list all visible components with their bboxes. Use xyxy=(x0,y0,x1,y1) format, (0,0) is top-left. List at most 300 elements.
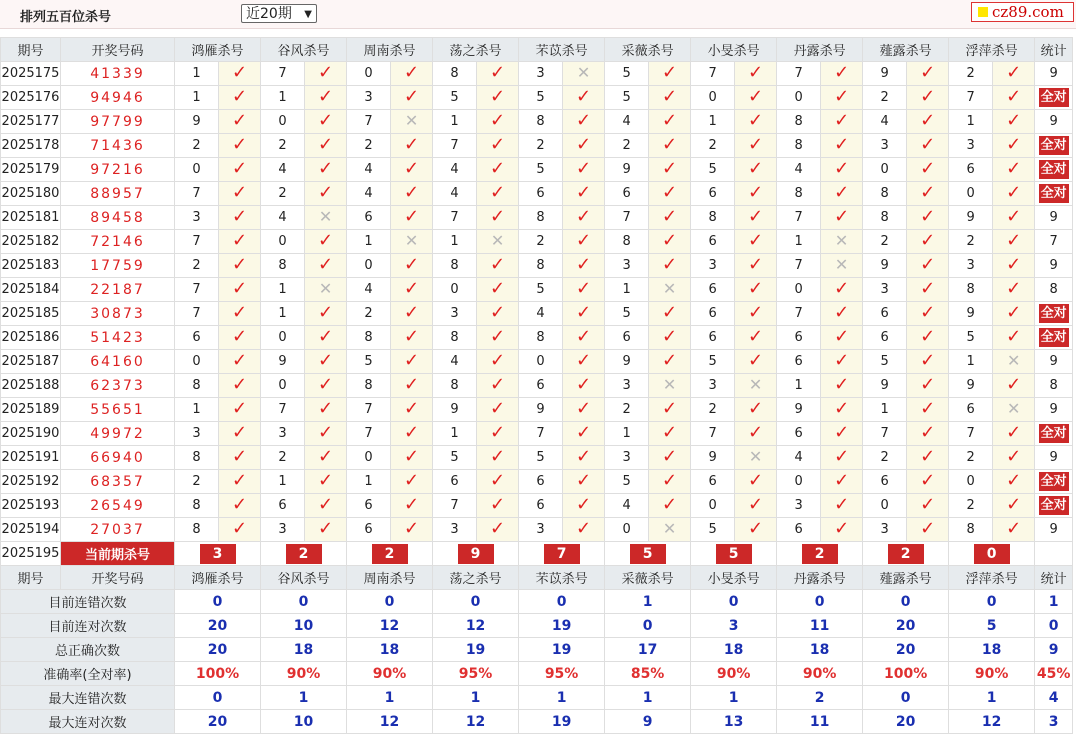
kill-value: 6 xyxy=(949,158,993,182)
check-icon: ✓ xyxy=(490,181,506,203)
correct-check-icon-cell xyxy=(993,374,1035,398)
stats-value: 90% xyxy=(949,662,1035,686)
row-stat xyxy=(1035,86,1073,110)
draw-number: 27037 xyxy=(61,518,175,542)
kill-value: 6 xyxy=(605,326,649,350)
kill-value: 6 xyxy=(691,302,735,326)
kill-value: 7 xyxy=(175,182,219,206)
correct-check-icon-cell xyxy=(563,278,605,302)
check-icon: ✓ xyxy=(576,469,592,491)
correct-count: 9 xyxy=(1049,354,1058,369)
check-icon: ✓ xyxy=(576,421,592,443)
stats-value: 20 xyxy=(863,710,949,734)
kill-value: 6 xyxy=(347,206,391,230)
period-number: 2025191 xyxy=(1,446,61,470)
kill-value: 7 xyxy=(949,422,993,446)
check-icon: ✓ xyxy=(748,61,764,83)
correct-check-icon-cell xyxy=(219,278,261,302)
correct-check-icon-cell xyxy=(821,350,863,374)
kill-value: 9 xyxy=(949,206,993,230)
kill-value: 6 xyxy=(519,374,563,398)
table-row xyxy=(1,134,1073,158)
current-kill-badge: 2 xyxy=(286,544,322,564)
check-icon: ✓ xyxy=(231,253,248,275)
stats-value: 90% xyxy=(777,662,863,686)
correct-check-icon-cell xyxy=(391,254,433,278)
stats-value: 19 xyxy=(519,638,605,662)
correct-check-icon-cell xyxy=(735,230,777,254)
correct-check-icon-cell xyxy=(305,518,347,542)
correct-check-icon-cell xyxy=(993,206,1035,230)
correct-check-icon-cell xyxy=(907,158,949,182)
cross-icon: ✕ xyxy=(404,110,419,130)
kill-value: 9 xyxy=(519,398,563,422)
row-stat xyxy=(1035,158,1073,182)
correct-check-icon-cell xyxy=(993,422,1035,446)
kill-value: 7 xyxy=(777,302,821,326)
kill-value: 1 xyxy=(949,110,993,134)
check-icon: ✓ xyxy=(490,469,506,491)
correct-check-icon-cell xyxy=(907,422,949,446)
correct-check-icon-cell xyxy=(477,398,519,422)
kill-value: 7 xyxy=(519,422,563,446)
correct-check-icon-cell xyxy=(907,110,949,134)
correct-check-icon-cell xyxy=(391,302,433,326)
chevron-down-icon: ▼ xyxy=(304,9,312,20)
check-icon: ✓ xyxy=(1006,133,1022,155)
page-title: 排列五百位杀号 xyxy=(20,10,112,25)
correct-count: 9 xyxy=(1049,402,1058,417)
period-range-select[interactable] xyxy=(241,4,317,23)
kill-value: 6 xyxy=(691,182,735,206)
all-correct-badge: 全对 xyxy=(1040,306,1067,321)
current-kill-cell xyxy=(949,542,1035,566)
kill-value: 4 xyxy=(777,158,821,182)
current-stat-empty xyxy=(1035,542,1073,566)
kill-value: 6 xyxy=(691,230,735,254)
correct-check-icon-cell xyxy=(477,374,519,398)
kill-value: 3 xyxy=(605,446,649,470)
check-icon: ✓ xyxy=(317,85,334,107)
wrong-cross-icon-cell xyxy=(391,230,433,254)
correct-check-icon-cell xyxy=(219,254,261,278)
stats-value: 0 xyxy=(175,590,261,614)
correct-check-icon-cell xyxy=(219,326,261,350)
kill-value: 2 xyxy=(347,302,391,326)
kill-value: 5 xyxy=(605,302,649,326)
correct-check-icon-cell xyxy=(563,518,605,542)
correct-check-icon-cell xyxy=(821,86,863,110)
correct-count: 8 xyxy=(1049,282,1058,297)
correct-check-icon-cell xyxy=(563,470,605,494)
check-icon: ✓ xyxy=(576,325,592,347)
check-icon: ✓ xyxy=(317,373,334,395)
correct-check-icon-cell xyxy=(305,422,347,446)
check-icon: ✓ xyxy=(231,349,248,371)
check-icon: ✓ xyxy=(834,205,850,227)
check-icon: ✓ xyxy=(403,301,420,323)
correct-check-icon-cell xyxy=(907,302,949,326)
kill-value: 3 xyxy=(347,86,391,110)
kill-value: 9 xyxy=(863,254,907,278)
stats-value: 1 xyxy=(347,686,433,710)
correct-check-icon-cell xyxy=(821,422,863,446)
check-icon: ✓ xyxy=(403,421,420,443)
draw-number: 88957 xyxy=(61,182,175,206)
current-kill-cell xyxy=(863,542,949,566)
kill-value: 8 xyxy=(433,374,477,398)
correct-count: 8 xyxy=(1049,378,1058,393)
correct-check-icon-cell xyxy=(563,398,605,422)
correct-check-icon-cell xyxy=(907,278,949,302)
correct-check-icon-cell xyxy=(649,302,691,326)
cross-icon: ✕ xyxy=(490,230,505,250)
correct-check-icon-cell xyxy=(219,350,261,374)
kill-value: 5 xyxy=(519,158,563,182)
check-icon: ✓ xyxy=(748,301,764,323)
header-killer: 薤露杀号 xyxy=(863,566,949,590)
stats-label: 最大连对次数 xyxy=(1,710,175,734)
kill-value: 6 xyxy=(777,350,821,374)
correct-check-icon-cell xyxy=(219,230,261,254)
correct-check-icon-cell xyxy=(821,494,863,518)
check-icon: ✓ xyxy=(576,85,592,107)
check-icon: ✓ xyxy=(490,517,506,539)
check-icon: ✓ xyxy=(834,61,850,83)
kill-value: 5 xyxy=(347,350,391,374)
kill-value: 1 xyxy=(605,278,649,302)
kill-number-table xyxy=(0,37,1073,734)
row-stat xyxy=(1035,350,1073,374)
stats-value: 12 xyxy=(433,710,519,734)
kill-value: 3 xyxy=(691,374,735,398)
correct-check-icon-cell xyxy=(735,134,777,158)
correct-check-icon-cell xyxy=(563,446,605,470)
header-number: 开奖号码 xyxy=(61,566,175,590)
stats-label: 最大连错次数 xyxy=(1,686,175,710)
check-icon: ✓ xyxy=(1006,109,1022,131)
stats-value: 0 xyxy=(261,590,347,614)
row-stat xyxy=(1035,446,1073,470)
row-stat xyxy=(1035,206,1073,230)
wrong-cross-icon-cell xyxy=(649,374,691,398)
kill-value: 7 xyxy=(175,230,219,254)
period-range-value: 近20期 xyxy=(246,6,292,22)
check-icon: ✓ xyxy=(576,493,592,515)
period-number: 2025183 xyxy=(1,254,61,278)
kill-value: 0 xyxy=(949,182,993,206)
check-icon: ✓ xyxy=(576,517,592,539)
site-logo[interactable] xyxy=(971,2,1074,22)
kill-value: 8 xyxy=(777,110,821,134)
check-icon: ✓ xyxy=(576,133,592,155)
check-icon: ✓ xyxy=(403,445,420,467)
correct-check-icon-cell xyxy=(649,230,691,254)
current-kill-badge: 9 xyxy=(458,544,494,564)
kill-value: 9 xyxy=(691,446,735,470)
check-icon: ✓ xyxy=(231,109,248,131)
row-stat xyxy=(1035,302,1073,326)
check-icon: ✓ xyxy=(403,469,420,491)
correct-check-icon-cell xyxy=(907,230,949,254)
stats-value: 95% xyxy=(433,662,519,686)
check-icon: ✓ xyxy=(1006,301,1022,323)
correct-check-icon-cell xyxy=(563,206,605,230)
check-icon: ✓ xyxy=(490,205,506,227)
kill-value: 6 xyxy=(519,182,563,206)
check-icon: ✓ xyxy=(403,181,420,203)
check-icon: ✓ xyxy=(920,325,936,347)
correct-check-icon-cell xyxy=(993,494,1035,518)
kill-value: 5 xyxy=(433,86,477,110)
correct-check-icon-cell xyxy=(993,254,1035,278)
check-icon: ✓ xyxy=(920,493,936,515)
correct-check-icon-cell xyxy=(821,158,863,182)
table-row xyxy=(1,158,1073,182)
stats-value: 20 xyxy=(175,710,261,734)
check-icon: ✓ xyxy=(662,133,678,155)
kill-value: 6 xyxy=(863,470,907,494)
check-icon: ✓ xyxy=(490,253,506,275)
kill-value: 9 xyxy=(863,374,907,398)
correct-check-icon-cell xyxy=(477,518,519,542)
draw-number: 72146 xyxy=(61,230,175,254)
check-icon: ✓ xyxy=(1006,325,1022,347)
period-number: 2025175 xyxy=(1,62,61,86)
correct-check-icon-cell xyxy=(219,518,261,542)
correct-check-icon-cell xyxy=(391,158,433,182)
wrong-cross-icon-cell xyxy=(821,230,863,254)
correct-check-icon-cell xyxy=(993,302,1035,326)
correct-check-icon-cell xyxy=(907,206,949,230)
correct-check-icon-cell xyxy=(735,182,777,206)
correct-check-icon-cell xyxy=(563,110,605,134)
correct-check-icon-cell xyxy=(219,158,261,182)
check-icon: ✓ xyxy=(576,205,592,227)
kill-value: 8 xyxy=(433,254,477,278)
check-icon: ✓ xyxy=(1006,517,1022,539)
correct-check-icon-cell xyxy=(305,62,347,86)
correct-check-icon-cell xyxy=(219,494,261,518)
stats-label: 总正确次数 xyxy=(1,638,175,662)
correct-check-icon-cell xyxy=(563,374,605,398)
stats-row xyxy=(1,686,1073,710)
current-kill-label: 当前期杀号 xyxy=(61,542,175,566)
row-stat xyxy=(1035,134,1073,158)
cross-icon: ✕ xyxy=(662,374,677,394)
check-icon: ✓ xyxy=(748,397,764,419)
check-icon: ✓ xyxy=(231,301,248,323)
kill-value: 9 xyxy=(175,110,219,134)
header-killer: 薤露杀号 xyxy=(863,38,949,62)
check-icon: ✓ xyxy=(920,229,936,251)
check-icon: ✓ xyxy=(576,349,592,371)
stats-value: 13 xyxy=(691,710,777,734)
kill-value: 7 xyxy=(433,494,477,518)
kill-value: 6 xyxy=(261,494,305,518)
kill-value: 7 xyxy=(433,134,477,158)
correct-check-icon-cell xyxy=(219,62,261,86)
stats-value: 95% xyxy=(519,662,605,686)
correct-check-icon-cell xyxy=(993,278,1035,302)
check-icon: ✓ xyxy=(317,469,334,491)
kill-value: 8 xyxy=(605,230,649,254)
kill-value: 8 xyxy=(949,518,993,542)
check-icon: ✓ xyxy=(920,61,936,83)
kill-value: 6 xyxy=(433,470,477,494)
stats-value: 18 xyxy=(691,638,777,662)
stats-value: 19 xyxy=(519,710,605,734)
correct-count: 9 xyxy=(1049,450,1058,465)
correct-check-icon-cell xyxy=(907,374,949,398)
kill-value: 4 xyxy=(605,110,649,134)
stats-value: 1 xyxy=(433,686,519,710)
kill-value: 0 xyxy=(347,446,391,470)
wrong-cross-icon-cell xyxy=(649,518,691,542)
kill-value: 8 xyxy=(175,446,219,470)
correct-check-icon-cell xyxy=(477,62,519,86)
kill-value: 4 xyxy=(347,158,391,182)
correct-check-icon-cell xyxy=(993,326,1035,350)
current-period: 2025195 xyxy=(1,542,61,566)
correct-check-icon-cell xyxy=(735,158,777,182)
cross-icon: ✕ xyxy=(576,62,591,82)
correct-check-icon-cell xyxy=(219,134,261,158)
cross-icon: ✕ xyxy=(318,278,333,298)
stats-value: 5 xyxy=(949,614,1035,638)
row-stat xyxy=(1035,422,1073,446)
kill-value: 2 xyxy=(949,62,993,86)
correct-check-icon-cell xyxy=(477,494,519,518)
check-icon: ✓ xyxy=(231,397,248,419)
stats-value: 1 xyxy=(605,686,691,710)
period-number: 2025189 xyxy=(1,398,61,422)
kill-value: 8 xyxy=(519,110,563,134)
stats-value: 0 xyxy=(863,590,949,614)
kill-value: 1 xyxy=(175,62,219,86)
check-icon: ✓ xyxy=(1006,85,1022,107)
kill-value: 2 xyxy=(261,182,305,206)
correct-check-icon-cell xyxy=(391,422,433,446)
correct-check-icon-cell xyxy=(649,494,691,518)
check-icon: ✓ xyxy=(748,325,764,347)
correct-check-icon-cell xyxy=(907,518,949,542)
stats-value: 12 xyxy=(347,614,433,638)
table-row xyxy=(1,374,1073,398)
kill-value: 1 xyxy=(949,350,993,374)
correct-check-icon-cell xyxy=(391,86,433,110)
correct-check-icon-cell xyxy=(735,110,777,134)
kill-value: 1 xyxy=(777,230,821,254)
draw-number: 41339 xyxy=(61,62,175,86)
current-kill-cell xyxy=(605,542,691,566)
kill-value: 2 xyxy=(261,134,305,158)
stats-value: 3 xyxy=(691,614,777,638)
check-icon: ✓ xyxy=(490,445,506,467)
kill-value: 2 xyxy=(175,134,219,158)
correct-check-icon-cell xyxy=(993,134,1035,158)
check-icon: ✓ xyxy=(403,397,420,419)
kill-value: 6 xyxy=(691,326,735,350)
check-icon: ✓ xyxy=(1006,253,1022,275)
row-stat xyxy=(1035,182,1073,206)
kill-value: 0 xyxy=(949,470,993,494)
check-icon: ✓ xyxy=(231,373,248,395)
kill-value: 5 xyxy=(691,518,735,542)
correct-check-icon-cell xyxy=(907,182,949,206)
check-icon: ✓ xyxy=(231,157,248,179)
kill-value: 3 xyxy=(175,206,219,230)
correct-check-icon-cell xyxy=(735,350,777,374)
current-kill-badge: 2 xyxy=(802,544,838,564)
period-number: 2025190 xyxy=(1,422,61,446)
draw-number: 26549 xyxy=(61,494,175,518)
stats-value: 4 xyxy=(1035,686,1073,710)
correct-check-icon-cell xyxy=(993,182,1035,206)
draw-number: 94946 xyxy=(61,86,175,110)
kill-value: 8 xyxy=(261,254,305,278)
stats-value: 1 xyxy=(261,686,347,710)
check-icon: ✓ xyxy=(834,373,850,395)
table-row xyxy=(1,278,1073,302)
current-kill-badge: 5 xyxy=(630,544,666,564)
check-icon: ✓ xyxy=(576,277,592,299)
stats-value: 0 xyxy=(863,686,949,710)
correct-check-icon-cell xyxy=(477,182,519,206)
kill-value: 4 xyxy=(261,158,305,182)
kill-value: 8 xyxy=(949,278,993,302)
correct-check-icon-cell xyxy=(219,374,261,398)
period-number: 2025180 xyxy=(1,182,61,206)
correct-check-icon-cell xyxy=(305,374,347,398)
check-icon: ✓ xyxy=(317,421,334,443)
kill-value: 0 xyxy=(691,86,735,110)
header-killer: 丹露杀号 xyxy=(777,38,863,62)
wrong-cross-icon-cell xyxy=(305,278,347,302)
current-kill-badge: 7 xyxy=(544,544,580,564)
check-icon: ✓ xyxy=(748,421,764,443)
current-period-row xyxy=(1,542,1073,566)
kill-value: 0 xyxy=(691,494,735,518)
stats-value: 12 xyxy=(949,710,1035,734)
check-icon: ✓ xyxy=(490,373,506,395)
correct-check-icon-cell xyxy=(305,302,347,326)
check-icon: ✓ xyxy=(834,349,850,371)
kill-value: 3 xyxy=(175,422,219,446)
correct-count: 9 xyxy=(1049,114,1058,129)
correct-count: 7 xyxy=(1049,234,1058,249)
check-icon: ✓ xyxy=(748,493,764,515)
row-stat xyxy=(1035,374,1073,398)
correct-check-icon-cell xyxy=(305,326,347,350)
check-icon: ✓ xyxy=(490,133,506,155)
table-row xyxy=(1,230,1073,254)
correct-check-icon-cell xyxy=(649,134,691,158)
check-icon: ✓ xyxy=(231,445,248,467)
stats-value: 12 xyxy=(347,710,433,734)
stats-value: 9 xyxy=(1035,638,1073,662)
correct-check-icon-cell xyxy=(563,494,605,518)
kill-value: 0 xyxy=(347,62,391,86)
check-icon: ✓ xyxy=(317,325,334,347)
kill-value: 5 xyxy=(949,326,993,350)
check-icon: ✓ xyxy=(662,229,678,251)
cross-icon: ✕ xyxy=(662,278,677,298)
check-icon: ✓ xyxy=(576,397,592,419)
kill-value: 8 xyxy=(433,62,477,86)
kill-value: 1 xyxy=(261,470,305,494)
correct-check-icon-cell xyxy=(649,446,691,470)
